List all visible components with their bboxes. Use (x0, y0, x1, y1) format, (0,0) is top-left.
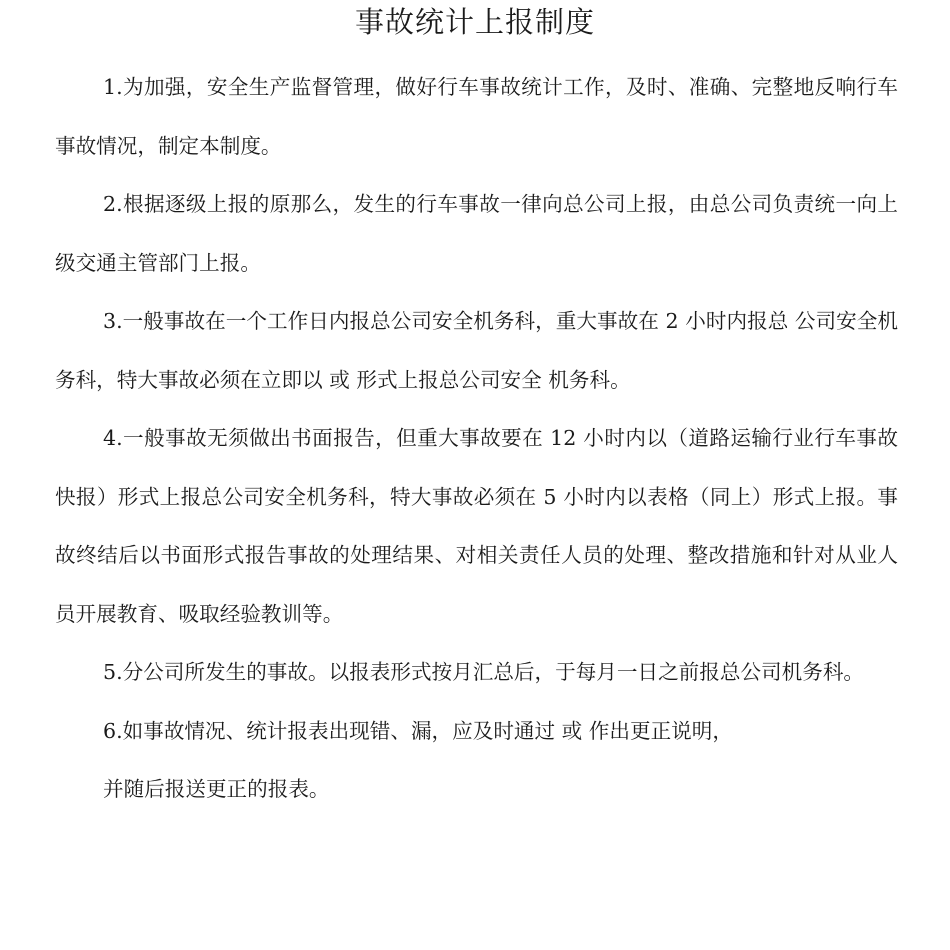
paragraph-4: 4.一般事故无须做出书面报告，但重大事故要在 12 小时内以（道路运输行业行车事故快报）形式上报总公司安全机务科，特大事故必须在 5 小时内以表格（同上）形式上报。事故终结后以书面形式报告事故的处理结果、对相关责任人员的处理、整改措施和针对从业人员开展教育、吸取经验教训等。 (55, 426, 898, 626)
paragraph-6: 6.如事故情况、统计报表出现错、漏，应及时通过 或 作出更正说明， (103, 718, 733, 743)
paragraph-5: 5.分公司所发生的事故。以报表形式按月汇总后，于每月一日之前报总公司机务科。 (103, 660, 865, 684)
document-body (55, 58, 898, 819)
paragraph-2: 2.根据逐级上报的原那么，发生的行车事故一律向总公司上报，由总公司负责统一向上级交通主管部门上报。 (55, 192, 898, 275)
paragraph-6-continuation: 并随后报送更正的报表。 (103, 777, 330, 801)
paragraph-1: 1.为加强，安全生产监督管理，做好行车事故统计工作，及时、准确、完整地反响行车事故情况，制定本制度。 (55, 75, 898, 158)
document-title: 事故统计上报制度 (354, 5, 595, 39)
paragraph-3: 3.一般事故在一个工作日内报总公司安全机务科，重大事故在 2 小时内报总 公司安全机务科，特大事故必须在立即以 或 形式上报总公司安全 机务科。 (55, 309, 898, 392)
